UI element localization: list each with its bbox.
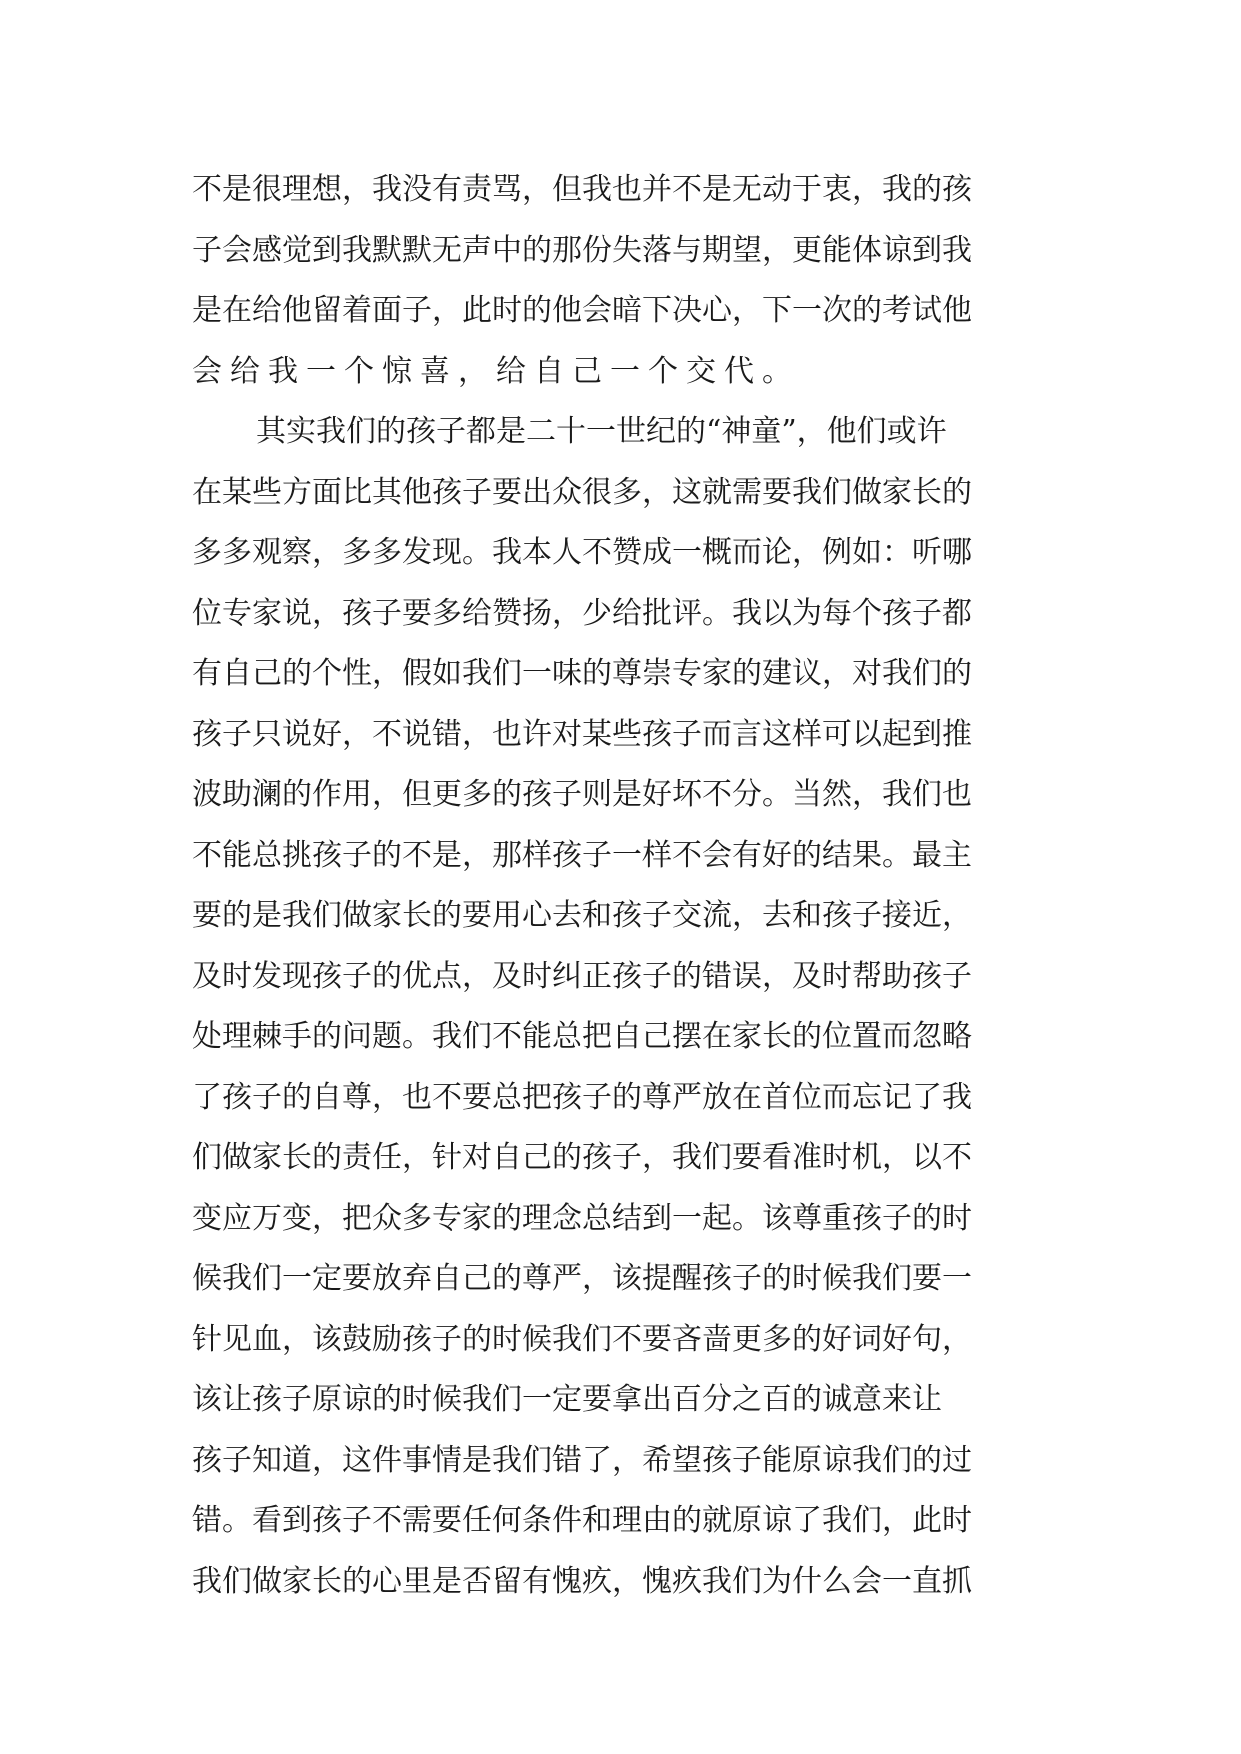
- text-line: 变应万变，把众多专家的理念总结到一起。该尊重孩子的时: [192, 1200, 972, 1236]
- text-line: 候我们一定要放弃自己的尊严，该提醒孩子的时候我们要一: [192, 1261, 972, 1296]
- text-line: 针见血，该鼓励孩子的时候我们不要吝啬更多的好词好句，: [192, 1321, 972, 1357]
- text-line: 孩子只说好，不说错，也许对某些孩子而言这样可以起到推: [192, 716, 972, 752]
- text-line: 会给我一个惊喜，给自己一个交代。: [192, 353, 800, 389]
- text-line: 该让孩子原谅的时候我们一定要拿出百分之百的诚意来让: [192, 1382, 942, 1417]
- text-line: 及时发现孩子的优点，及时纠正孩子的错误，及时帮助孩子: [192, 958, 972, 994]
- text-line: 位专家说，孩子要多给赞扬，少给批评。我以为每个孩子都: [192, 595, 972, 631]
- paragraph-first-line: 其实我们的孩子都是二十一世纪的“神童”，他们或许: [256, 414, 947, 449]
- text-line: 不能总挑孩子的不是，那样孩子一样不会有好的结果。最主: [192, 837, 972, 873]
- text-line: 多多观察，多多发现。我本人不赞成一概而论，例如：听哪: [192, 535, 972, 570]
- text-line: 是在给他留着面子，此时的他会暗下决心，下一次的考试他: [192, 293, 972, 328]
- text-line: 在某些方面比其他孩子要出众很多，这就需要我们做家长的: [192, 474, 972, 510]
- text-line: 我们做家长的心里是否留有愧疚，愧疚我们为什么会一直抓: [192, 1563, 972, 1599]
- text-line: 孩子知道，这件事情是我们错了，希望孩子能原谅我们的过: [192, 1442, 972, 1478]
- text-line: 不是很理想，我没有责骂，但我也并不是无动于衷，我的孩: [192, 172, 972, 207]
- text-line: 们做家长的责任，针对自己的孩子，我们要看准时机，以不: [192, 1140, 972, 1175]
- text-line: 错。看到孩子不需要任何条件和理由的就原谅了我们，此时: [192, 1503, 972, 1538]
- text-line: 了孩子的自尊，也不要总把孩子的尊严放在首位而忘记了我: [192, 1079, 972, 1115]
- text-line: 有自己的个性，假如我们一味的尊崇专家的建议，对我们的: [192, 656, 972, 691]
- text-line: 处理棘手的问题。我们不能总把自己摆在家长的位置而忽略: [192, 1019, 972, 1054]
- body-text: [192, 160, 1052, 1612]
- text-line: 要的是我们做家长的要用心去和孩子交流，去和孩子接近，: [192, 898, 972, 933]
- text-line: 波助澜的作用，但更多的孩子则是好坏不分。当然，我们也: [192, 777, 972, 812]
- text-line: 子会感觉到我默默无声中的那份失落与期望，更能体谅到我: [192, 232, 972, 268]
